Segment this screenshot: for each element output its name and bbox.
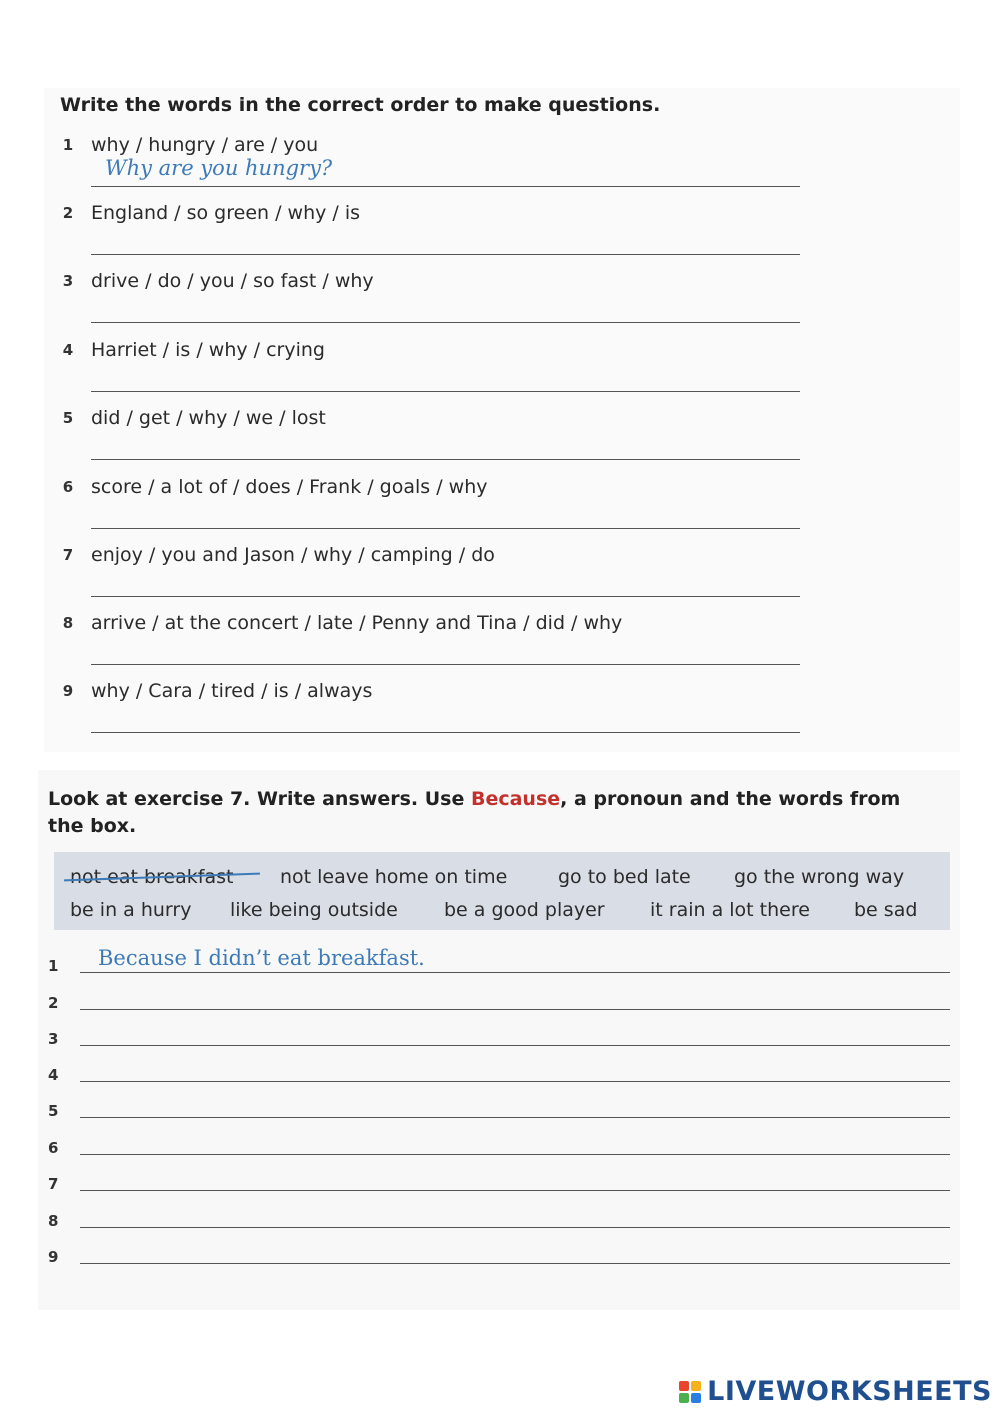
question-number: 8 xyxy=(62,614,74,632)
question-words: score / a lot of / does / Frank / goals / why xyxy=(91,476,488,498)
word-box xyxy=(54,852,950,930)
answer-number: 7 xyxy=(48,1175,59,1193)
answer-line xyxy=(80,1117,950,1118)
instruction-text-end: , a pronoun and the words from xyxy=(560,788,901,810)
answer-line xyxy=(91,528,800,529)
question-row xyxy=(60,339,800,407)
answer-line xyxy=(80,1009,950,1010)
answer-number: 8 xyxy=(48,1212,59,1230)
question-number: 4 xyxy=(62,341,74,359)
instruction-text-line2: the box. xyxy=(48,815,137,837)
word-box-item: it rain a lot there xyxy=(650,899,810,921)
answer-row xyxy=(48,1241,950,1271)
answer-line xyxy=(91,186,800,187)
logo-square xyxy=(691,1381,701,1391)
answer-field[interactable]: Why are you hungry? xyxy=(105,156,333,180)
question-row xyxy=(60,407,800,475)
answer-line xyxy=(91,391,800,392)
liveworksheets-logo[interactable] xyxy=(679,1376,992,1408)
question-row xyxy=(60,202,800,270)
answer-line xyxy=(91,322,800,323)
question-number: 5 xyxy=(62,409,74,427)
question-words: why / hungry / are / you xyxy=(91,134,319,156)
logo-square xyxy=(679,1393,689,1403)
word-box-item: go the wrong way xyxy=(734,866,905,888)
answer-row xyxy=(48,1168,950,1198)
question-row xyxy=(60,270,800,338)
word-box-item: be a good player xyxy=(444,899,605,921)
answer-line xyxy=(80,972,950,973)
answer-row xyxy=(48,1023,950,1053)
answer-line xyxy=(80,1190,950,1191)
word-box-item-text: not eat breakfast xyxy=(70,866,234,888)
answer-number: 5 xyxy=(48,1102,59,1120)
question-words: Harriet / is / why / crying xyxy=(91,339,325,361)
instruction-keyword: Because xyxy=(470,788,561,810)
answer-number: 2 xyxy=(48,994,59,1012)
question-row xyxy=(60,476,800,544)
word-box-item: not leave home on time xyxy=(280,866,508,888)
logo-square xyxy=(691,1393,701,1403)
brand-name: LIVEWORKSHEETS xyxy=(707,1376,992,1407)
answer-number: 6 xyxy=(48,1139,59,1157)
answer-row xyxy=(48,1132,950,1162)
word-box-item: like being outside xyxy=(230,899,398,921)
word-box-item: be sad xyxy=(854,899,918,921)
word-box-item: be in a hurry xyxy=(70,899,192,921)
question-words: did / get / why / we / lost xyxy=(91,407,326,429)
answer-line xyxy=(91,459,800,460)
question-row xyxy=(60,612,800,680)
question-words: why / Cara / tired / is / always xyxy=(91,680,373,702)
answer-row xyxy=(48,987,950,1017)
question-words: drive / do / you / so fast / why xyxy=(91,270,374,292)
question-row xyxy=(60,134,800,202)
answer-line xyxy=(91,254,800,255)
word-box-item xyxy=(70,865,233,889)
answer-row xyxy=(48,1205,950,1235)
question-words: enjoy / you and Jason / why / camping / do xyxy=(91,544,495,566)
answer-row xyxy=(48,1059,950,1089)
logo-mark-icon xyxy=(679,1381,701,1403)
answer-line xyxy=(91,596,800,597)
answer-line xyxy=(80,1081,950,1082)
answer-line xyxy=(80,1045,950,1046)
question-words: England / so green / why / is xyxy=(91,202,361,224)
word-box-item: go to bed late xyxy=(558,866,691,888)
instruction-text-start: Look at exercise 7. Write answers. Use xyxy=(48,788,471,810)
answer-line xyxy=(80,1227,950,1228)
question-number: 2 xyxy=(62,204,74,222)
exercise-7-instruction: Write the words in the correct order to make questions. xyxy=(60,94,661,116)
question-row xyxy=(60,544,800,612)
question-row xyxy=(60,680,800,748)
answer-row xyxy=(48,1095,950,1125)
answer-row xyxy=(48,946,950,980)
exercise-8-instruction xyxy=(48,786,948,840)
answer-number: 1 xyxy=(48,957,59,975)
logo-square xyxy=(679,1381,689,1391)
answer-line xyxy=(91,732,800,733)
question-number: 1 xyxy=(62,136,74,154)
answer-number: 4 xyxy=(48,1066,59,1084)
question-words: arrive / at the concert / late / Penny and Tina / did / why xyxy=(91,612,623,634)
question-number: 6 xyxy=(62,478,74,496)
answer-number: 9 xyxy=(48,1248,59,1266)
question-number: 9 xyxy=(62,682,74,700)
answer-field[interactable]: Because I didn’t eat breakfast. xyxy=(98,946,425,970)
answer-line xyxy=(80,1263,950,1264)
answer-line xyxy=(91,664,800,665)
answer-number: 3 xyxy=(48,1030,59,1048)
answer-line xyxy=(80,1154,950,1155)
question-number: 7 xyxy=(62,546,74,564)
question-number: 3 xyxy=(62,272,74,290)
